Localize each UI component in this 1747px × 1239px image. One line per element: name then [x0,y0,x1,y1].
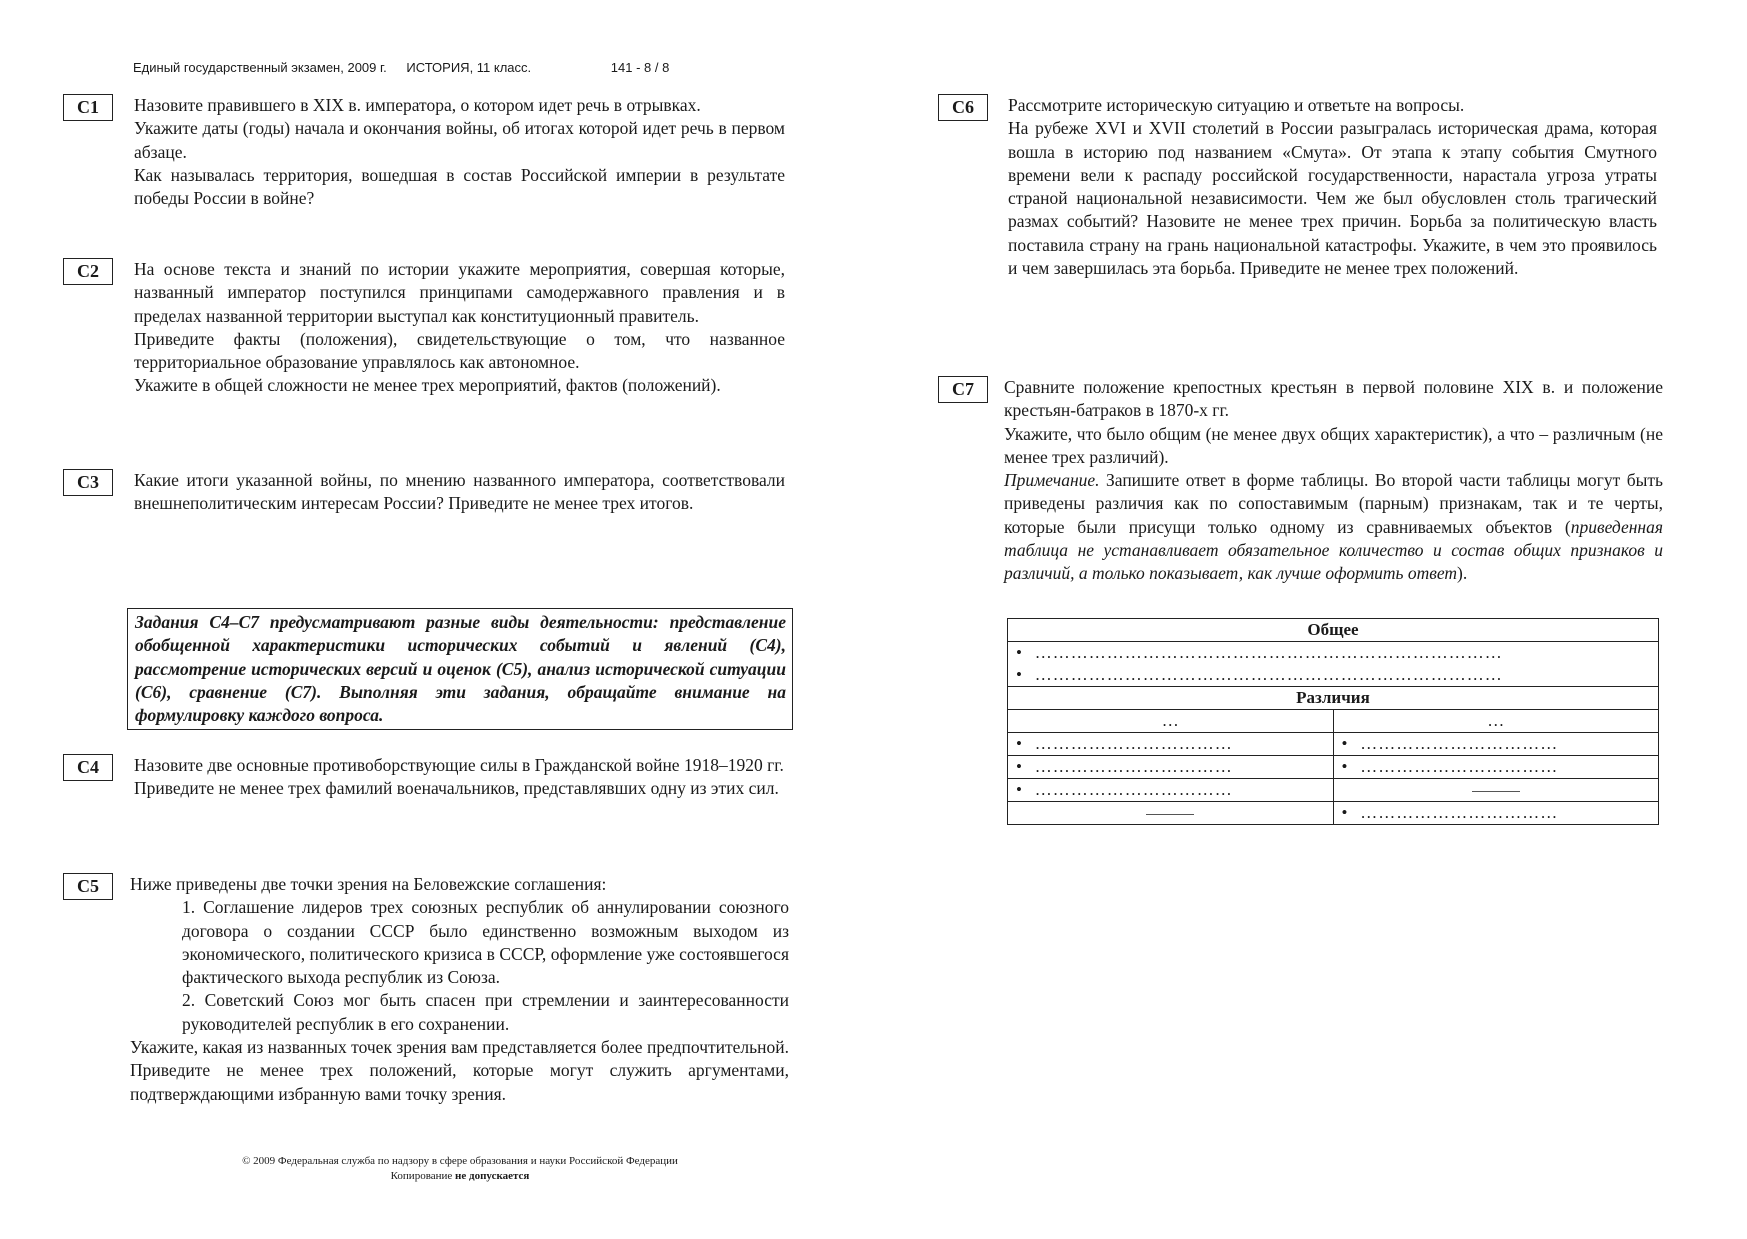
task-label-c6: C6 [938,94,988,121]
diff-col-2-header: … [1333,710,1659,733]
diff-cell: • …………………………… [1333,756,1659,779]
task-label-c1: C1 [63,94,113,121]
diff-cell: • …………………………… [1333,802,1659,825]
diff-cell: • …………………………… [1008,733,1334,756]
diff-cell: • …………………………… [1008,756,1334,779]
task-c4-text: Назовите две основные противоборствующие силы в Гражданской войне 1918–1920 гг. Приведите не менее трех фамилий военачальников, представлявших одну из этих сил. [134,755,784,799]
common-row-1: • …………………………………………………………………… [1008,642,1659,665]
task-c3-text: Какие итоги указанной войны, по мнению названного императора, соответствовали внешнеполитическим интересам России? Приведите не менее трех итогов. [134,470,785,514]
task-c5-text: Ниже приведены две точки зрения на Беловежские соглашения: 1. Соглашение лидеров трех союзных республик об аннулировании союзного договора о создании СССР было единственно возможным выходом из экономического, политического кризиса в СССР, оформление уже состоявшегося фактического выхода республик из Союза. 2. Советский Союз мог быть спасен при стремлении и заинтересованности руководителей республик в его сохранении. Укажите, какая из названных точек зрения вам представляется более предпочтительной. Приведите не менее трех положений, которые могут служить аргументами, подтверждающими избранную вами точку зрения. [130,874,789,1104]
task-label-c4: C4 [63,754,113,781]
diff-cell-empty [1333,779,1659,802]
instruction-box: Задания С4–С7 предусматривают разные виды деятельности: представление обобщенной характеристики исторических событий и явлений (С4), рассмотрение исторических версий и оценок (С5), анализ исторической ситуации (С6), сравнение (С7). Выполняя эти задания, обращайте внимание на формулировку каждого вопроса. [127,608,793,730]
common-row-2: • …………………………………………………………………… [1008,664,1659,687]
diff-col-1-header: … [1008,710,1334,733]
task-c6-text: Рассмотрите историческую ситуацию и ответьте на вопросы. На рубеже XVI и XVII столетий в России разыгралась историческая драма, которая вошла в историю под названием «Смута». От этапа к этапу события Смутного времени вели к распаду российской государственности, нарастала угроза утраты страной национальной независимости. Чем же был обусловлен столь трагический размах событий? Назовите не менее трех причин. Борьба за политическую власть поставила страну на грань национальной катастрофы. Укажите, в чем это проявилось и чем завершилась эта борьба. Приведите не менее трех положений. [1008,95,1657,279]
task-label-c3: C3 [63,469,113,496]
diff-cell: • …………………………… [1008,779,1334,802]
task-c1-text: Назовите правившего в XIX в. императора, о котором идет речь в отрывках. Укажите даты (годы) начала и окончания войны, об итогах которой идет речь в первом абзаце. Как называлась территория, вошедшая в состав Российской империи в результате победы России в войне? [134,95,785,209]
task-c7-text: Сравните положение крепостных крестьян в первой половине XIX в. и положение крестьян-батраков в 1870-х гг. Укажите, что было общим (не менее двух общих характеристик), а что – различным (не менее трех различий). Примечание. Запишите ответ в форме таблицы. Во второй части таблицы могут быть приведены различия как по сопоставимым (парным) признакам, так и те черты, которые были присущи только одному из сравниваемых объектов (приведенная таблица не устанавливает обязательное количество и состав общих признаков и различий, а только показывает, как лучше оформить ответ). [1004,377,1664,584]
page-number: 141 - 8 / 8 [610,60,670,75]
diff-cell: • …………………………… [1333,733,1659,756]
task-label-c5: C5 [63,873,113,900]
task-label-c7: C7 [938,376,988,403]
task-label-c2: C2 [63,258,113,285]
common-header: Общее [1008,619,1659,642]
answer-template-table [1007,618,1659,825]
diff-cell-empty [1008,802,1334,825]
task-c2-text: На основе текста и знаний по истории укажите мероприятия, совершая которые, названный император поступился принципами самодержавного правления и в пределах названной территории выступал как конституционный правитель. Приведите факты (положения), свидетельствующие о том, что названное территориальное образование управлялось как автономное. Укажите в общей сложности не менее трех мероприятий, фактов (положений). [134,259,785,396]
page-header [133,60,685,75]
exam-title: Единый государственный экзамен, 2009 г. [133,60,387,75]
copyright-footer: © 2009 Федеральная служба по надзору в сфере образования и науки Российской Федерации Копирование не допускается [242,1155,678,1182]
differences-header: Различия [1008,687,1659,710]
subject: ИСТОРИЯ, 11 класс. [406,60,532,75]
